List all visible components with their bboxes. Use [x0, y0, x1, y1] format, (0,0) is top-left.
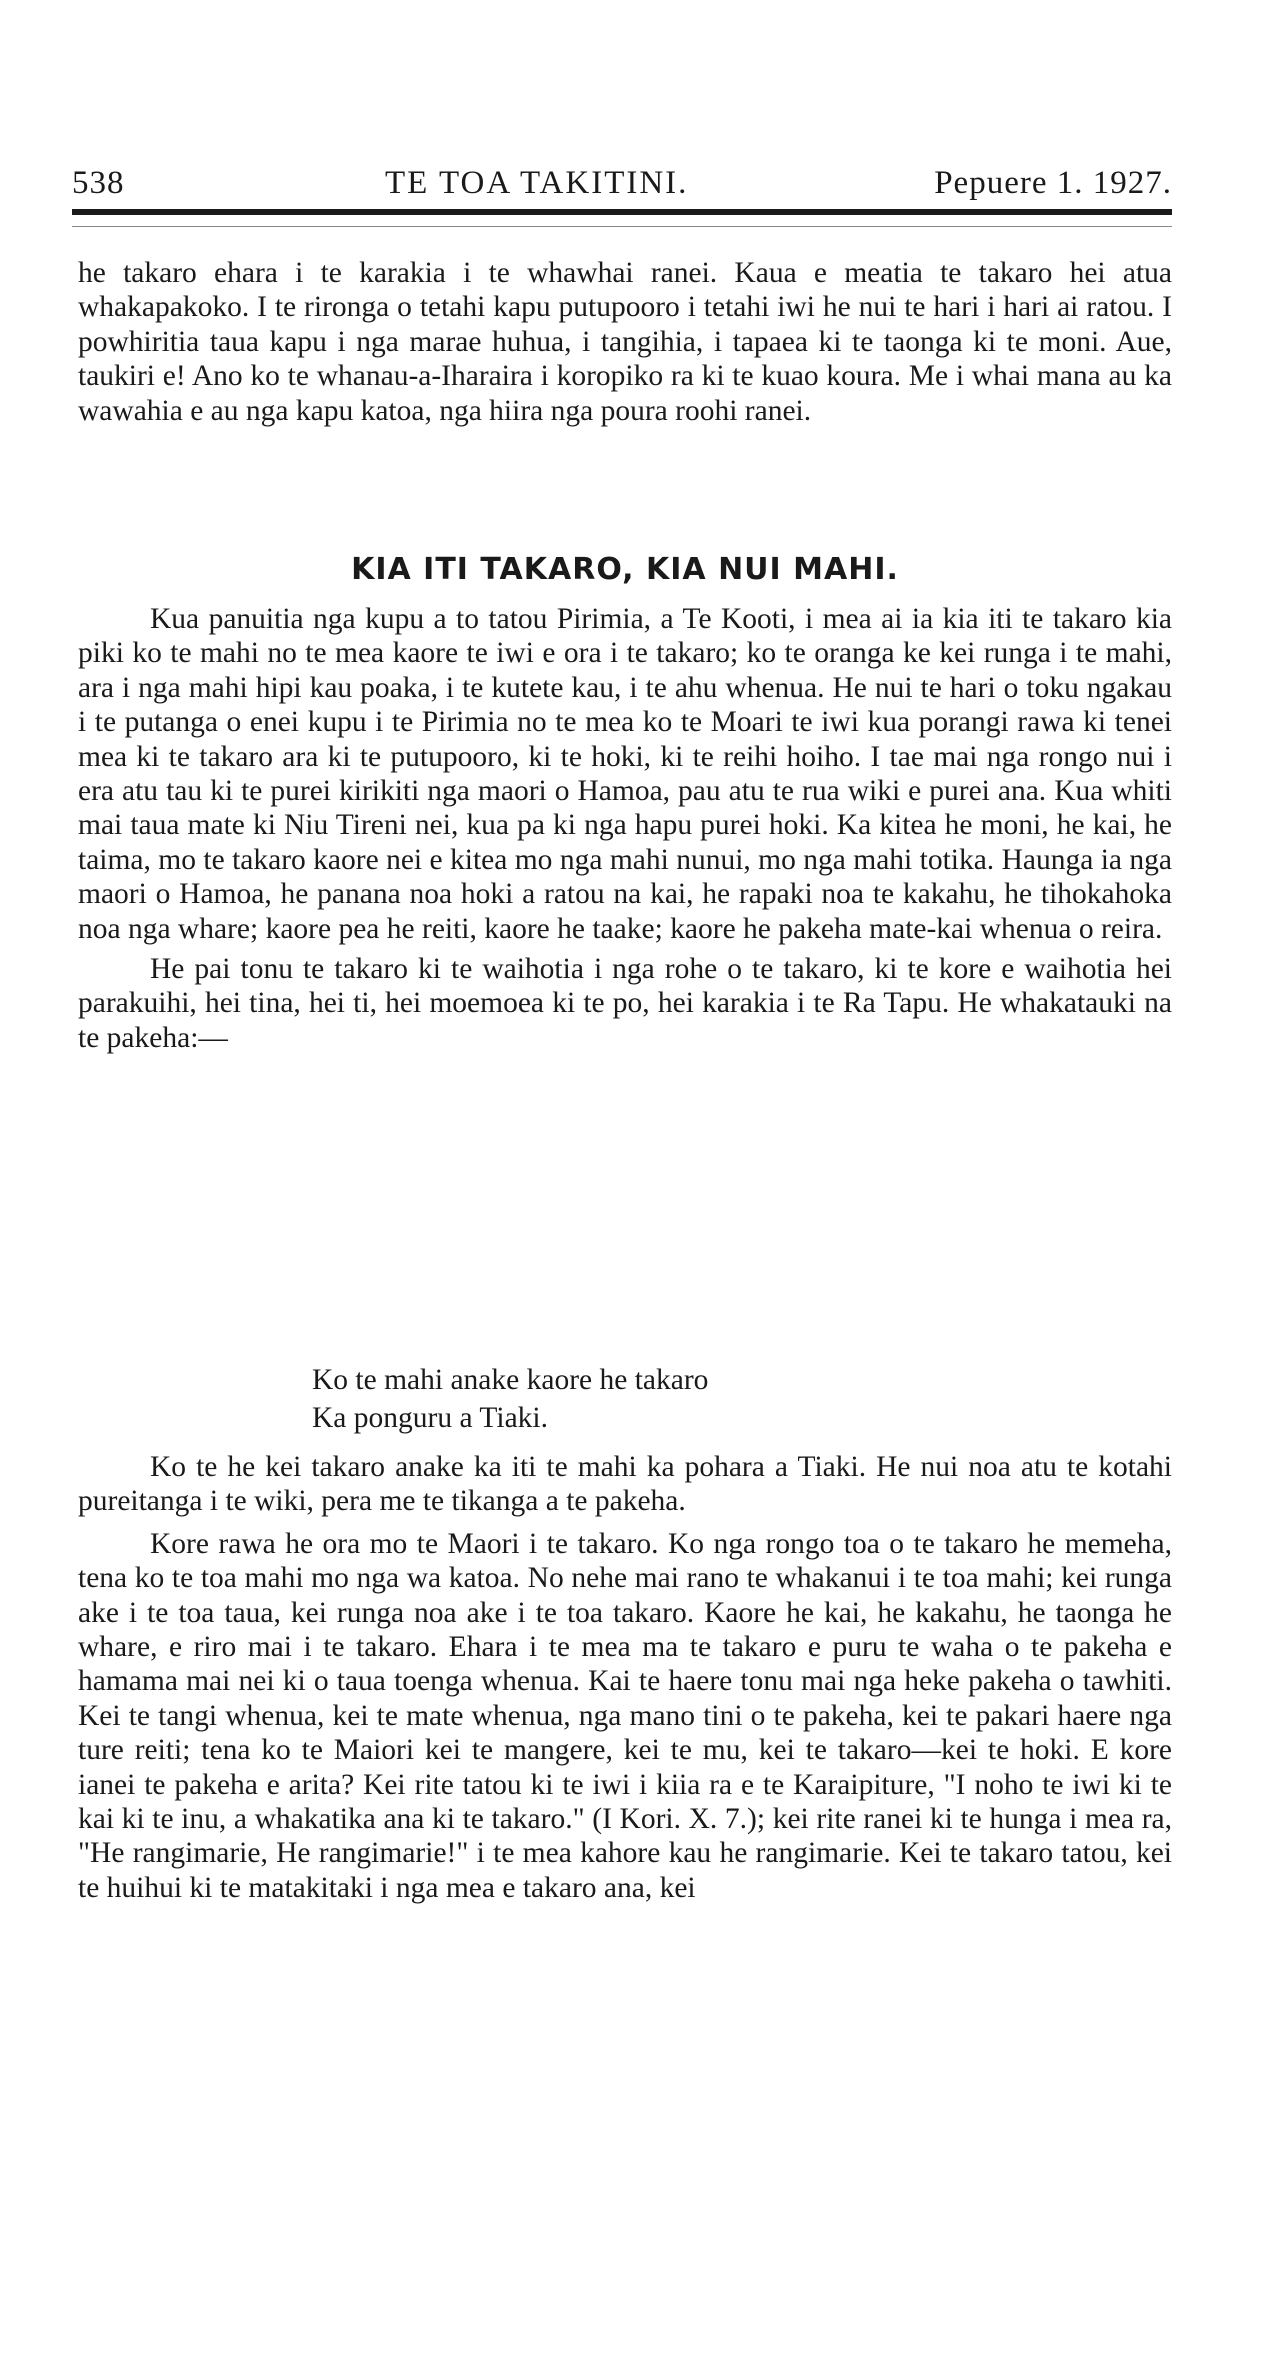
running-header — [72, 165, 1172, 205]
article-heading: KIA ITI TAKARO, KIA NUI MAHI. — [351, 552, 899, 587]
page-number: 538 — [72, 165, 125, 201]
article-body-part-2 — [78, 1450, 1172, 1905]
article-paragraph-4: Kore rawa he ora mo te Maori i te takaro. Ko nga rongo toa o te takaro he memeha, tena ko te toa mahi mo nga wa katoa. No nehe mai rano te whakanui i te toa mahi; kei runga ake i te toa taua, kei runga noa ake i te toa takaro. Kaore he kai, he kakahu, he taonga he whare, e riro mai i te takaro. Ehara i te mea ma te takaro e puru te waha o te pakeha e hamama mai nei ki o taua toenga whenua. Kai te haere tonu mai nga heke pakeha o tawhiti. Kei te tangi whenua, kei te mate whenua, nga mano tini o te pakeha, kei te pakari haere nga ture reiti; tena ko te Maiori kei te mangere, kei te mu, kei te takaro—kei te hoki. E kore ianei te pakeha e arita? Kei rite tatou ki te iwi i kiia ra e te Karaipiture, "I noho te iwi ki te kai ki te inu, a whakatika ana ki te takaro." (I Kori. X. 7.); kei rite ranei ki te hunga i mea ra, "He rangimarie, He rangimarie!" i te mea kahore kau he rangimarie. Kei te takaro tatou, kei te huihui ki te matakitaki i nga mea e takaro ana, kei — [78, 1527, 1172, 1904]
header-rule — [72, 209, 1172, 215]
intro-paragraph: he takaro ehara i te karakia i te whawhai ranei. Kaua e meatia te takaro hei atua whakapakoko. I te rironga o tetahi kapu putupooro i tetahi iwi he nui te hari i hari ai ratou. I powhiritia taua kapu i nga marae huhua, i tangihia, i tapaea ki te taonga ki te moni. Aue, taukiri e! Ano ko te whanau-a-Iharaira i koropiko ra ki te kuao koura. Me i whai mana au ka wawahia e au nga kapu katoa, nga hiira nga poura roohi ranei. — [78, 257, 1172, 427]
journal-title: TE TOA TAKITINI. — [385, 165, 689, 201]
issue-date: Pepuere 1. 1927. — [934, 165, 1172, 201]
article-paragraph-3: Ko te he kei takaro anake ka iti te mahi ka pohara a Tiaki. He nui noa atu te kotahi pureitanga i te wiki, pera me te tikanga a te pakeha. — [78, 1451, 1172, 1518]
intro-section — [78, 256, 1172, 428]
article-paragraph-1: Kua panuitia nga kupu a to tatou Pirimia, a Te Kooti, i mea ai ia kia iti te takaro kia piki ko te mahi no te mea kaore te iwi e ora i te takaro; ko te oranga ke kei runga i te mahi, ara i nga mahi hipi kau poaka, i te kutete kau, i te ahu whenua. He nui te hari o toku ngakau i te putanga o enei kupu i te Pirimia no te mea ko te Moari te iwi kua porangi rawa ki tenei mea ki te takaro ara ki te putupooro, ki te hoki, ki te reihi hoiho. I tae mai nga rongo nui i era atu tau ki te purei kirikiti nga maori o Hamoa, pau atu te rua wiki e purei ana. Kua whiti mai taua mate ki Niu Tireni nei, kua pa ki nga hapu purei hoki. Ka kitea he moni, he kai, he taima, mo te takaro kaore nei e kitea mo nga mahi nunui, mo nga mahi totika. Haunga ia nga maori o Hamoa, he panana noa hoki a ratou na kai, he rapaki noa te kakahu, he tihokahoka noa nga whare; kaore pea he reiti, kaore he taake; kaore he pakeha mate-kai whenua o reira. — [78, 603, 1172, 945]
article-paragraph-2: He pai tonu te takaro ki te waihotia i nga rohe o te takaro, ki te kore e waihotia hei parakuihi, hei tina, hei ti, hei moemoea ki te po, hei karakia i te Ra Tapu. He whakatauki na te pakeha:— — [78, 953, 1172, 1054]
proverb-line-1: Ko te mahi anake kaore he takaro — [312, 1364, 709, 1396]
article-body-part-1 — [78, 602, 1172, 1055]
header-rule-thin — [72, 226, 1172, 227]
proverb-line-2: Ka ponguru a Tiaki. — [312, 1402, 548, 1434]
